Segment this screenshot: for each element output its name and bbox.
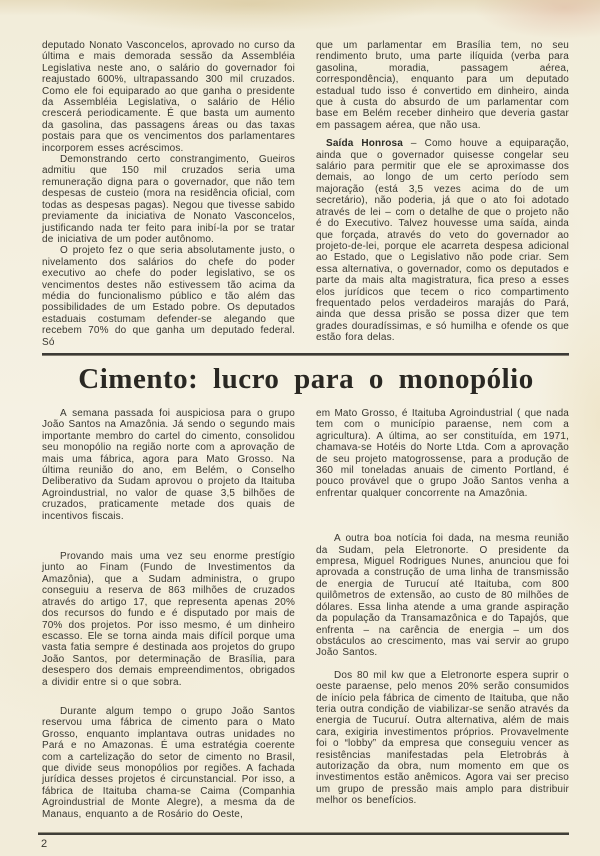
- paragraph-continuation: que um parlamentar em Brasília tem, no seu rendimento bruto, uma parte ilíquida (verba para gasolina, moradia, passagem aérea, correspondência), enquanto para um deputado estadual tudo isso é convertido em dinheiro, ainda que à custa do absurdo de um parlamentar com base em Belém receber dinheiro que deveria gastar em passagem aérea, que não usa.: [316, 40, 569, 131]
- paragraph: A semana passada foi auspiciosa para o grupo João Santos na Amazônia. Já sendo o segundo mais importante membro do cartel do cimento, consolidou seu monopólio na região norte com a aprovação de mais uma fábrica, agora para Mato Grosso. Na última reunião do ano, em Belém, o Conselho Deliberativo da Sudam aprovou o projeto da Itaituba Agroindustrial, no valor de quase 3,5 bilhões de cruzados, praticamente metade dos quais de incentivos fiscais.: [42, 408, 295, 522]
- article-top-right-column: [316, 40, 569, 348]
- paragraph: Durante algum tempo o grupo João Santos reservou uma fábrica de cimento para o Mato Grosso, enquanto implantava outras unidades no Pará e no Amazonas. É uma estratégia coerente com a cartelização do setor de cimento no Brasil, que divide seus monopólios por regiões. A fachada jurídica desses projetos é circunstancial. Por isso, a fábrica de Itaituba chama-se Caima (Companhia Agroindustrial de Monte Alegre), a mesma da de Manaus, enquanto a de Rosário do Oeste,: [42, 705, 295, 820]
- article-cimento-left-column: [42, 408, 295, 820]
- subhead-paragraph-text: – Como houve a equiparação, ainda que o governador quisesse congelar seu salário para permitir que ele se aproximasse dos demais, ao longo de um certo período sem majoração (está 3,5 vezes acima do de um secretário), não poderia, já que o ato foi adotado através de lei – com o detalhe de que o projeto não é do Executivo. Talvez houvesse uma saída, ainda que forçada, através do veto do governador ao projeto-de-lei, porque ele acarreta despesa adicional ao Estado, que o Legislativo não pode criar. Sem essa alternativa, o governador, como os deputados e parte da mais alta magistratura, fica preso a esses elos jurídicos que tecem o rico compartimento frequentado pelos verdadeiros marajás do Pará, ainda que dessa prisão se possa dizer que tem grades douradíssimas, e só humilha e ofende os que estão fora delas.: [316, 138, 569, 344]
- paragraph-with-subhead: [316, 138, 569, 343]
- footer-rule: [38, 832, 569, 835]
- article-top-left-column: [42, 40, 295, 348]
- page-number: 2: [41, 838, 48, 850]
- paragraph: O projeto fez o que seria absolutamente justo, o nivelamento dos salários do chefe do poder executivo ao chefe do poder legislativo, se os vencimentos destes não estivessem tão acima da média do funcionalismo público e tão além das possibilidades de um Estado pobre. Os deputados estaduais costumam defender-se alegando que recebem 70% do que ganha um deputado federal. Só: [42, 245, 295, 348]
- article-cimento-monopolio: [42, 408, 570, 820]
- article-governor-salary: [42, 40, 570, 348]
- paragraph: Demonstrando certo constrangimento, Gueiros admitiu que 150 mil cruzados seria uma remuneração digna para o governador, que não tem despesas de custeio (mora na residência oficial, com todas as despesas pagas). Negou que tivesse sabido previamente da iniciativa de Nonato Vasconcelos, justificando nada ter feito para inibí-la por se tratar de iniciativa de um poder autônomo.: [42, 154, 295, 245]
- section-divider-rule: [42, 353, 569, 356]
- paragraph-continuation: em Mato Grosso, é Itaituba Agroindustrial ( que nada tem com o município paraense, nem com a agricultura). A última, ao ser constituída, em 1971, chamava-se Hotéis do Norte Ltda. Com a aprovação de seu projeto matogrossense, para a produção de 360 mil toneladas anuais de cimento Portland, é pouco provável que o grupo João Santos venha a enfrentar qualquer concorrente na Amazônia.: [316, 408, 569, 499]
- article-headline: Cimento: lucro para o monopólio: [78, 363, 534, 395]
- paragraph: Provando mais uma vez seu enorme prestígio junto ao Finam (Fundo de Investimentos da Amazônia), que a Sudam administra, o grupo conseguiu a reserva de 863 milhões de cruzados através do artigo 17, que representa apenas 20% dos recursos do fundo e é disputado por mais de 70% dos projetos. Por isso mesmo, é um dinheiro escasso. Ele se torna ainda mais difícil porque uma vasta fatia sempre é destinada aos projetos do grupo João Santos, por determinação de Brasília, para desespero dos demais empreendimentos, obrigados a dividir entre si o que sobra.: [42, 551, 295, 688]
- paragraph: Dos 80 mil kw que a Eletronorte espera suprir o oeste paraense, pelo menos 20% serão consumidos de início pela fábrica de cimento de Itaituba, que não teria outra condição de viabilizar-se senão através da energia de Tucuruí. Outra alternativa, além de mais cara, exigiria investimentos próprios. Provavelmente foi o “lobby” da empresa que conseguiu vencer as resistências manifestadas pela Eletrobrás à autorização da obra, num momento em que os investimentos estão anêmicos. Agora vai ser preciso um grupo de pressão mais amplo para distribuir melhor os benefícios.: [316, 669, 569, 807]
- article-cimento-right-column: [316, 408, 569, 820]
- paragraph-continuation: deputado Nonato Vasconcelos, aprovado no curso da última e mais demorada sessão da Assembléia Legislativa neste ano, o salário do governador foi reajustado 600%, ultrapassando 300 mil cruzados. Como ele foi equiparado ao que ganha o presidente da Assembléia Legislativa, o salário de Hélio crescerá periodicamente. É que basta um aumento da gasolina, das passagens áreas ou das taxas postais para que os vencimentos dos parlamentares incorporem esses acréscimos.: [42, 40, 295, 154]
- paragraph: A outra boa notícia foi dada, na mesma reunião da Sudam, pela Eletronorte. O presidente da empresa, Miguel Rodrigues Nunes, anunciou que foi aprovada a construção de uma linha de transmissão de energia de Turucuí até Itaituba, com 800 quilômetros de extensão, ao custo de 80 milhões de dólares. Essa linha atende a uma grande aspiração da população da Transamazônica e do Tapajós, que enfrenta – na carência de energia – um dos obstáculos ao crescimento, mas vai servir ao grupo João Santos.: [316, 533, 569, 659]
- subhead-saida-honrosa: Saída Honrosa: [326, 138, 403, 150]
